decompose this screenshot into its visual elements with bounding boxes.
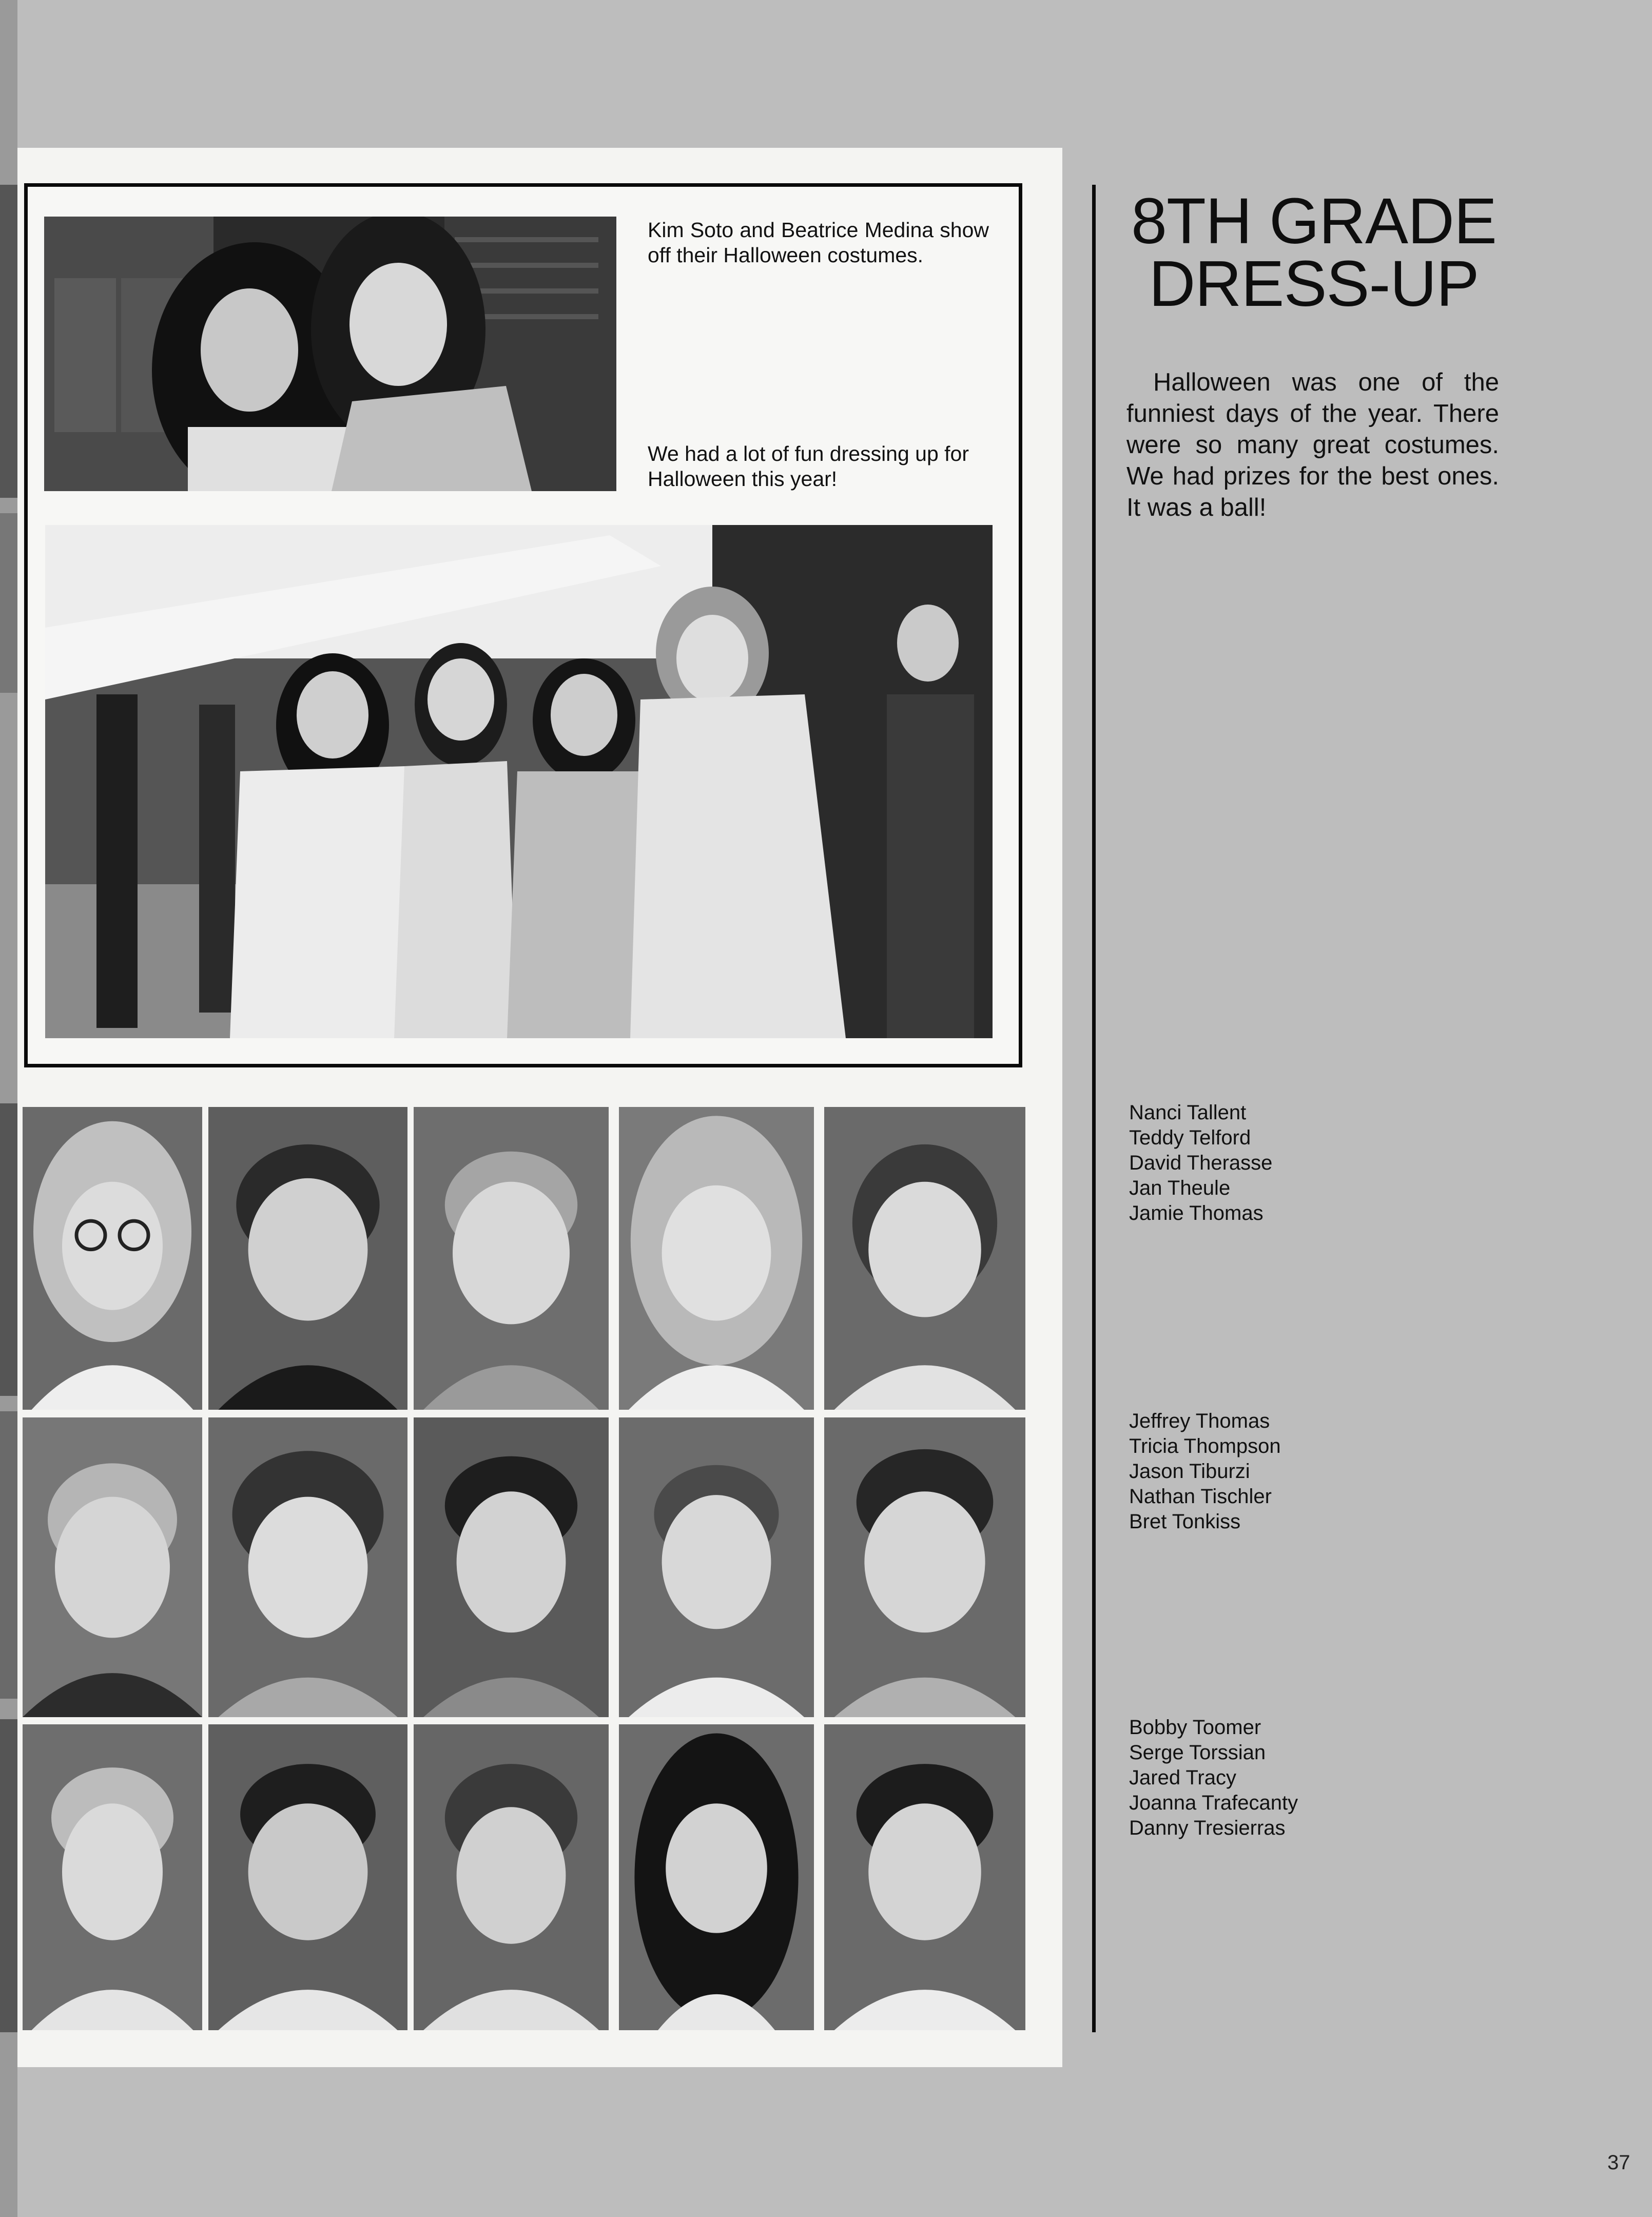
portrait-jamie-thomas [824,1107,1025,1410]
portrait-nanci-tallent [23,1107,202,1410]
name-list-row-2 [1129,1409,1281,1534]
intro-paragraph: Halloween was one of the funniest days of the year. There were so many great costumes. We had prizes for the best ones. It was a ball! [1126,368,1499,521]
portrait-bobby-toomer [23,1724,202,2030]
portrait-danny-tresierras [824,1724,1025,2030]
student-name: Nathan Tischler [1129,1485,1272,1508]
page-headline [1119,185,1509,320]
facing-page-edge [0,0,17,2217]
student-name: Tricia Thompson [1129,1435,1281,1457]
portrait-teddy-telford [208,1107,407,1410]
portrait-joanna-trafecanty [619,1724,814,2030]
student-name: Jeffrey Thomas [1129,1410,1270,1432]
student-name: Bobby Toomer [1129,1716,1261,1739]
portrait-jeffrey-thomas [23,1417,202,1717]
headline-line-2: DRESS-UP [1149,247,1479,320]
column-divider [1092,185,1096,2032]
student-name: Jason Tiburzi [1129,1460,1250,1483]
name-list-row-3 [1129,1715,1298,1841]
photo-group-halloween [45,525,993,1038]
portrait-nathan-tischler [619,1417,814,1717]
student-name: Jared Tracy [1129,1766,1236,1789]
portrait-david-therasse [414,1107,609,1410]
caption-photo2: We had a lot of fun dressing up for Halloween this year! [648,442,969,491]
student-name: Serge Torssian [1129,1741,1266,1764]
student-name: David Therasse [1129,1152,1273,1174]
student-name: Joanna Trafecanty [1129,1792,1298,1814]
student-name: Nanci Tallent [1129,1101,1247,1124]
portrait-bret-tonkiss [824,1417,1025,1717]
portrait-serge-torssian [208,1724,407,2030]
portrait-jared-tracy [414,1724,609,2030]
portrait-jason-tiburzi [414,1417,609,1717]
photo-kim-and-beatrice [44,217,616,491]
headline-line-1: 8TH GRADE [1131,185,1497,257]
student-name: Teddy Telford [1129,1126,1251,1149]
page-number: 37 [1607,2151,1630,2174]
name-list-row-1 [1129,1100,1272,1226]
student-name: Jamie Thomas [1129,1202,1264,1224]
student-name: Bret Tonkiss [1129,1510,1241,1533]
student-name: Danny Tresierras [1129,1817,1286,1839]
caption-photo1: Kim Soto and Beatrice Medina show off their Halloween costumes. [648,218,989,267]
portrait-tricia-thompson [208,1417,407,1717]
student-name: Jan Theule [1129,1177,1231,1199]
portrait-jan-theule [619,1107,814,1410]
